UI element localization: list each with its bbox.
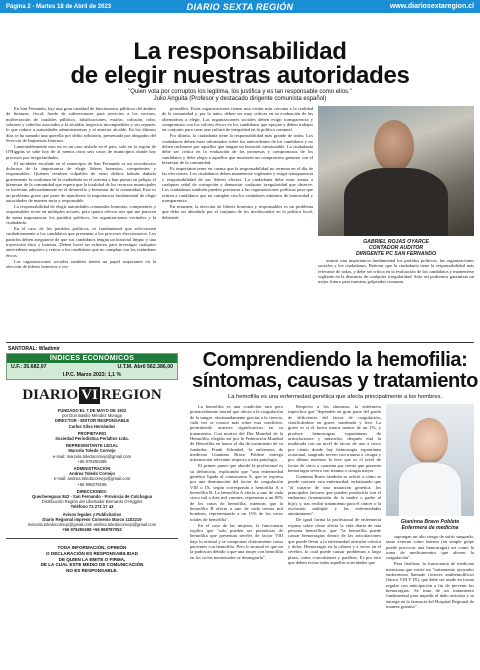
notice-line: DE LA CUAL ESTE MEDIO DE COMUNICACIÓN [40,562,144,568]
article1-column3 [318,258,474,342]
article2-column2 [288,404,381,666]
imprint-line: PROPIETARIO [77,430,107,436]
notice-line: NO ES RESPONSABLE. [66,567,118,573]
paragraph: Gianinna Bravo también se refirió a cómo se puede contraer esta enfermedad, enfatizando que "al tratarse de una mutación genética, los principales factores que pueden producirla son el embarazo (transmisión de la madre o padre al hijo), y, tras recibir tratamiento para el cáncer o la exclusión múltiple y las enfermedades autoinmunes". [288,474,381,517]
economic-indices [6,353,178,380]
imprint-line: e-mail: marcela.toledocornejo@gmail.com [52,453,132,459]
uf-value: U.F.: 35.682,07 [11,364,47,370]
article1-column1 [6,106,156,342]
article2-column3 [386,534,474,666]
author-photo [318,106,474,236]
disclaimer-notice [6,538,178,573]
author-caption [318,239,474,257]
imprint-block [6,408,178,532]
paragraph: Respecto a los síntomas, la enfermera especifica que "dependen en gran parte del grado de deficiencia del factor de coagulación, clasificándose en grave, moderada y leve. La grave es si el factor marca menos de un 1%, y produce hemorragias espontáneas de articulaciones y músculos, después está la moderada con un nivel de factor de uno a cinco por ciento donde hay hemorragia espontánea ocasional, sangrado severo con trauma o cirugía y por último tenemos la leve que es el nivel de factor de cinco a cuarenta por ciento que presenta hemorragia severa con trauma o cirugía mayor. [288,404,381,474]
paragraph: En resumen, la elección de líderes honestos y responsables es un problema que debe ser abordado por el conjunto de los involucrados en la política local, debiendo [162,203,313,220]
paragraph: asumir una importancia fundamental los partidos políticos, las organizaciones sociales y los ciudadanos. Reiterar que la ciudadanía tiene la responsabilidad más relevante de todas, y debe ser crítica en la evaluación de los candidatos y mantenerse vigilante en la denuncia de cualquier irregularidad. Solo así podremos garantizar un mejor futuro para nuestras golpeadas comunas. [318,258,474,285]
notice-line: TODA INFORMACIÓN, OPINIÓN [57,545,127,551]
author-photo-shoulders [344,168,448,236]
paragraph: En San Fernando, hay una gran cantidad de funcionarios públicos del ámbito de finanzas, fiscal, fondo de subvenciones para servicios a los vecinos, malversación de caudales públicos, falsificaciones, estafas, colusión, robo, soborno y cohecho asociados a la alcaldía, negocios incompatibles y sin reponer, lo que reduce a autoridades administrativas y al anterior alcalde. En los últimos días se ha sumado una querella por delito tributario, presentada por abogados del Servicio de Impuestos Internos. [6,106,156,144]
indices-row [7,363,177,371]
article1-quote-author: Julio Anguita (Profesor y destacado dirigente comunista español) [153,96,327,102]
masthead-bar [0,0,480,13]
paragraph: supongan un alto riesgo de sufrir sangrado, tanto externo como interno (en simple golpe puede provocar una hemorragia) así como la toma de medicamentos que alteren la coagulación". [386,534,474,561]
imprint-line: REPRESENTANTE LEGAL [65,443,119,449]
ipc-value: I.P.C. Marzo 2023: 1,1 % [62,372,122,378]
imprint-line: Diario Regional impreso Convenio Marco 1102219 [42,516,142,522]
imprint-line: por Don Basilio Méndez Moraga [62,413,122,419]
article1-column2 [162,106,313,342]
imprint-line: Distribución Región del Libertador Bernardo O'Higgins [41,499,143,505]
imprint-line: Marcela Toledo Cornejo [68,448,116,454]
logo-word-diario: DIARIO [22,386,79,403]
imprint-line: Andrea Toledo Cornejo [69,471,115,477]
paragraph: Para finalizar, la funcionaria de medicina menciona que existe un "tratamiento ayuyador endovenoso llamado factores antihemofílicos (factor VIII Y IX), que debe ser usado en forma regular con anticipación a fin de prevenir las hemorragias. Se trata de un tratamiento fundamental para impedir el daño articular y se entrega en la farmacia del Hospital Regional de manera gratuita". [386,561,474,610]
paragraph: De igual forma la profesional de enfermería expuso sobre cómo afecta la vida diaria de una persona hemofílica, que "la hemofilia puede causar hemorragias dentro de las articulaciones que puede llevar a la enfermedad articular crónica y dolor. Hemorragia en la cabeza y a veces en el cerebro, lo cual puede causar problemas a largo plazo, como convulsiones y parálisis. Es por esto que deben evitar todas aquellas actividades que [288,517,381,566]
paragraph: La responsabilidad de elegir autoridades comunales honestas, competentes y responsables recae en múltiples actores, pero quiero relevar tres que me parecen de suma importancia: los partidos políticos, los organizaciones vecinales y la ciudadanía. [6,203,156,225]
imprint-line: FUNDADO EL 7 DE MAYO DE 1922 [57,408,127,413]
imprint-line: ADMINISTRACIÓN [73,466,111,472]
imprint-line: +56 996279198 [77,481,107,487]
author-title: CONTADOR AUDITOR [368,245,424,251]
paragraph: Lamentablemente esto no es un caso aislado en el país, solo en la región de O'Higgins se sabe hoy de al menos otros seis casos de municipios donde hay procesos por irregularidades. [6,144,156,160]
indices-row-ipc [7,371,177,379]
article2-headline-line2: síntomas, causas y tratamiento [192,370,478,392]
newspaper-logo [22,384,162,406]
website-url: www.diariosextaregion.cl [389,3,474,10]
indices-title: ÍNDICES ECONÓMICOS [7,354,177,363]
imprint-line: +56 976250498 [77,458,107,464]
article1-headline-line2: de elegir nuestras autoridades [70,62,410,89]
utm-value: U.T.M. Abril 562.386,00 [117,364,173,370]
imprint-line: +56 976250498 +56 968787052 [62,527,122,533]
nurse-title: Enfermera de medicina [401,525,459,531]
logo-word-vi: VI [81,386,98,403]
brand-name: DIARIO SEXTA REGIÓN [186,1,294,12]
page-info: Página 2 - Martes 18 de Abril de 2023 [6,3,112,10]
paragraph: El primer punto que abordó la profesional es su definición, explicando que "una enfermedad genética ligada al cromosoma X, que se expresa por una disminución del factor de coagulación VIII o IX, según corresponda a hemofilia A o hemofilia B. La hemofilia A afecta a uno de cada cinco mil a diez mil varones, representa a un 85% de los casos de hemofilia, mientras que la hemofilia B afecta a uno de cada treinta mil hombres, representando a un 15% de los casos totales de hemofilia". [190,463,283,522]
sidebar [6,345,178,573]
article2-headline-line1: Comprendiendo la hemofilia: [202,349,468,371]
paragraph: En el caso de los partidos políticos, es fundamental que seleccionen cuidadosamente a los candidatos que presentan a los procesos eleccionarios. Los partidos deben asegurarse de que sus candidatos tengan un historial limpio y una trayectoria ética y honesta. Deben hacer un esfuerzo para investigar cualquier antecedente negativo y retirar a los candidatos que no cumplan con los estándares éticos. [6,225,156,258]
nurse-photo-uniform [398,462,462,516]
paragraph: Por último, la ciudadanía tiene la responsabilidad más grande de todas. Los ciudadanos deben estar informados sobre los antecedentes de los candidatos y no deben inclinarse por aquellos que tengan un historial cuestionable. La ciudadanía debe ser crítica en la evaluación de las promesas y compromisos de los candidatos y debe elegir a aquellos que muestren un compromiso genuino con el bienestar de la comunidad. [162,133,313,166]
imprint-line: e-mail: andrea.toledocornejo@gmail.com [53,476,131,482]
author-photo-head [374,120,414,172]
author-name: GABRIEL ROJAS OYARCE [363,239,429,245]
imprint-line: Avisos legales y Publicitarios [62,511,122,517]
author-role: DIRIGENTE PC SAN FERNANDO [355,251,437,257]
section-divider [6,342,474,343]
imprint-line: Sociedad Periodística Perlaltos Ltda. [55,436,129,442]
nurse-photo-head [410,418,448,464]
nurse-photo [386,404,474,516]
notice-line: O DECLARACIÓN ES RESPONSABILIDAD [46,551,138,557]
article2-subhead: La hemofilia es una enfermedad genética que afecta principalmente a los hombres. [228,394,442,400]
logo-word-region: REGION [100,386,162,403]
imprint-line: Teléfono 72 271 17 43 [70,504,114,510]
imprint-line: marcela.toledocornejo@gmail.com andrea.toledocornejo@gmail.com [27,522,157,528]
imprint-line: Quechereguas 842 - San Fernando - Provincia de Colchagua [31,494,153,500]
imprint-line: DIRECCIONES: [76,488,108,494]
paragraph: La hemofilia es una condición rara pero potencialmente mortal que afecta a la coagulación de la sangre, afortunadamente gracias a la ciencia, cada vez se conoce más sobre esta condición, permitiendo avances significativos en su tratamiento. Con motivo del Día Mundial de la Hemofilia, elegido así por la Federación Mundial de Hemofilia en honor al día de nacimiento de su fundador, Frank Schnabel, la enfermera de medicina Gianinna Bravo Poblete entrega información relevante respecto a esta patología. [190,404,283,463]
article1-headline-line1: La responsabilidad [133,38,347,65]
paragraph: Las organizaciones sociales también tienen un papel importante en la elección de líderes honestos y res- [6,258,156,269]
paragraph: ponsables. Estas organizaciones tienen una visión más cercana a la realidad de la comunidad y, por lo tanto, deben ser muy críticas en su evaluación de las alternativas a elegir. Las organizaciones sociales deben exigir transparencia y compromiso con los valores éticos en los candidatos que apoyan y deben trabajar en conjunto para crear una cultura de integridad en la política comunal. [162,106,313,133]
article2-column1 [190,404,283,666]
paragraph: Es importante tener en cuenta que la responsabilidad no termina en el día de las elecciones. Los ciudadanos deben mantenerse vigilantes y exigir transparencia y responsabilidad de sus líderes electos. La ciudadanía debe estar atenta a cualquier señal de corrupción y denunciar cualquier irregularidad que observe. Los ciudadanos también pueden presionar a las organizaciones políticas para que retiren a candidatos que no cumplen con los estándares mínimos de honestidad y transparencia. [162,165,313,204]
nurse-caption [386,519,474,531]
article1-quote: "Quien vota por corruptos los legitima, los justifica y es tan responsable como ellos." [128,89,352,95]
santoral: SANTORAL: Wladimir [8,346,60,352]
imprint-line: Carlos Silva Hernández [68,423,116,429]
nurse-name: Gianinna Bravo Poblete [400,519,460,525]
paragraph: El incidente escalado en el municipio de San Fernando es un recordatorio doloroso de la importancia de elegir líderes honestos, competentes y responsables. Quienes resulten culpables de estos delitos habrán dañado gravemente la confianza de la ciudadanía en el sistema y han puesto en peligro el bienestar de la comunidad que espera que la totalidad de los recursos municipales se inviertan adecuadamente en el desarrollo y bienestar de la comunidad. Este es un problema grave que pone de manifiesto la importancia fundamental de elegir autoridades de manera seria y responsable. [6,160,156,204]
paragraph: En el caso de las mujeres, la funcionaria explica que "solo pueden ser portadoras de hemofilia que presentan niveles de factor VIII bajo lo normal y se comportan clínicamente como pacientes con hemofilia. Pero lo normal es que no la padezcan debido a que una mujer con hemofilia en los ciclos menstruales se desangraría". [190,522,283,560]
imprint-line: DIRECTOR - EDITOR RESPONSABLE [54,418,130,424]
notice-line: DE QUIEN LA EMITE O FIRMA, [58,556,126,562]
